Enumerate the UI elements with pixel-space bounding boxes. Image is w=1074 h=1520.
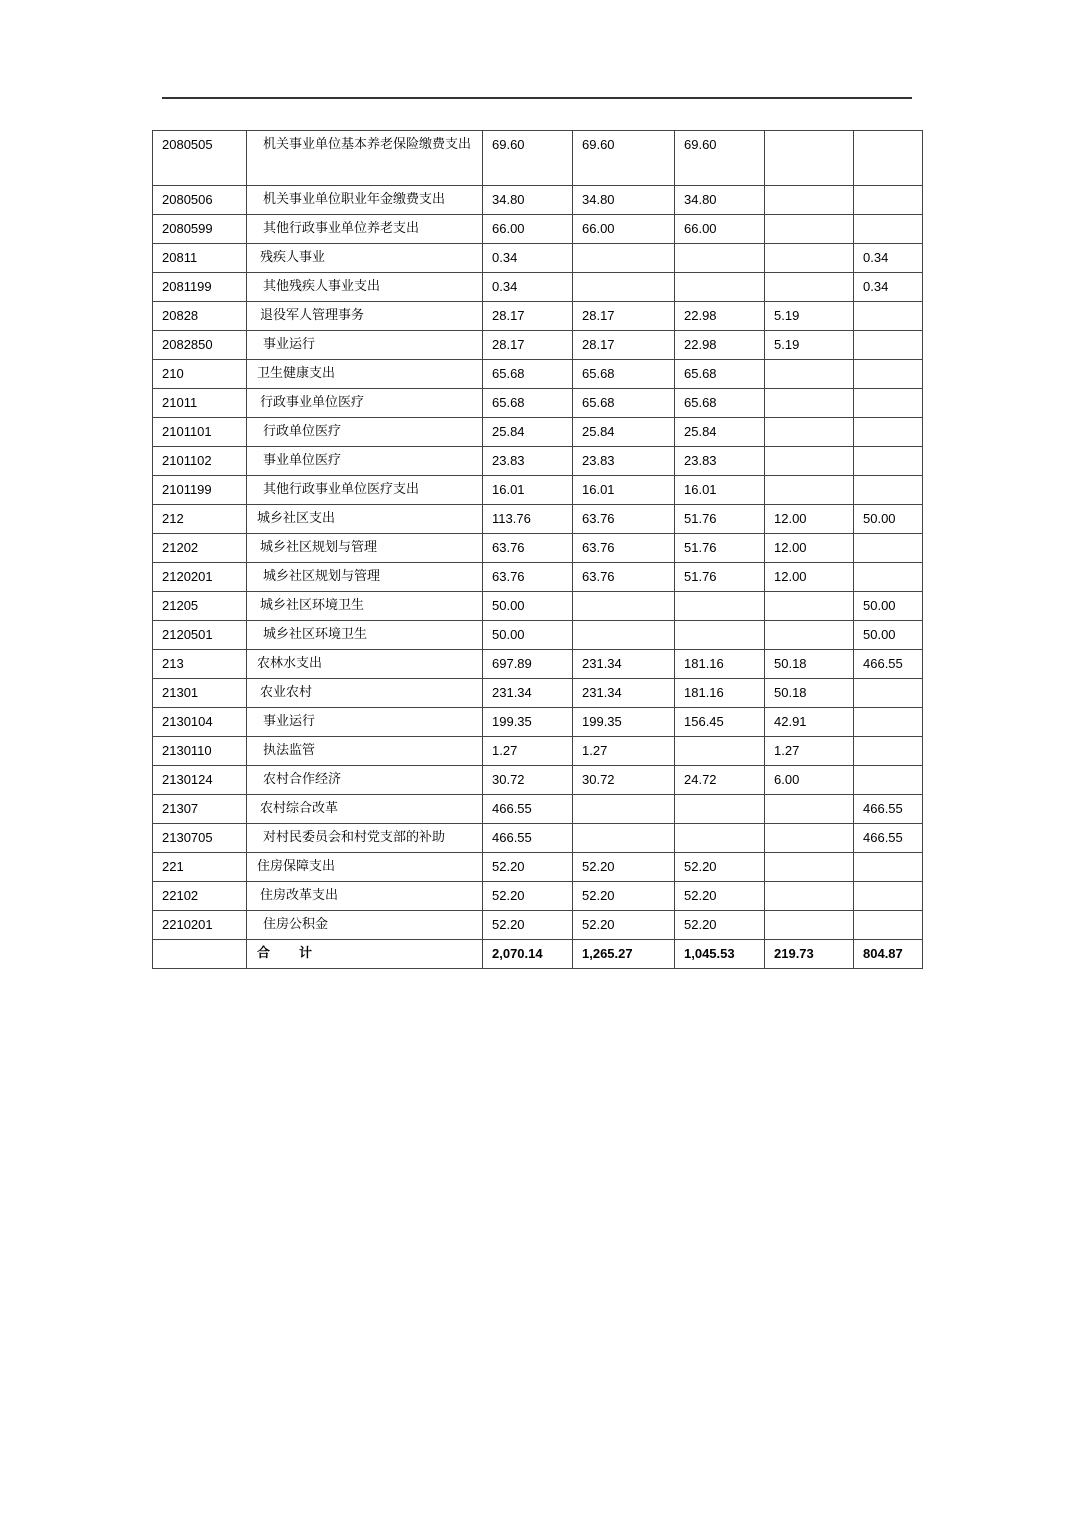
total-amount-cell: 466.55 — [483, 824, 573, 853]
project-expenditure-cell: 50.00 — [854, 621, 923, 650]
basic-expenditure-subtotal-cell: 231.34 — [573, 679, 675, 708]
public-expenditure-cell: 5.19 — [765, 331, 854, 360]
basic-expenditure-subtotal-cell: 1.27 — [573, 737, 675, 766]
personnel-expenditure-cell: 23.83 — [675, 447, 765, 476]
subject-name-cell: 住房保障支出 — [247, 853, 483, 882]
total-amount-cell: 30.72 — [483, 766, 573, 795]
public-expenditure-cell — [765, 882, 854, 911]
public-expenditure-cell — [765, 244, 854, 273]
project-expenditure-cell — [854, 853, 923, 882]
subject-name-cell: 退役军人管理事务 — [247, 302, 483, 331]
table-row — [153, 389, 923, 418]
basic-expenditure-subtotal-cell: 28.17 — [573, 331, 675, 360]
subject-code-cell: 21301 — [153, 679, 247, 708]
subject-code-cell: 2130705 — [153, 824, 247, 853]
project-expenditure-cell: 0.34 — [854, 244, 923, 273]
basic-expenditure-subtotal-cell: 66.00 — [573, 215, 675, 244]
personnel-expenditure-cell — [675, 824, 765, 853]
subject-name-cell: 残疾人事业 — [247, 244, 483, 273]
table-row — [153, 244, 923, 273]
personnel-expenditure-cell: 25.84 — [675, 418, 765, 447]
subject-name-cell: 农业农村 — [247, 679, 483, 708]
project-expenditure-cell: 50.00 — [854, 505, 923, 534]
total-amount-cell: 466.55 — [483, 795, 573, 824]
basic-expenditure-subtotal-cell — [573, 592, 675, 621]
subject-name-cell: 农林水支出 — [247, 650, 483, 679]
subject-code-cell: 2130110 — [153, 737, 247, 766]
table-row — [153, 853, 923, 882]
public-expenditure-cell: 12.00 — [765, 534, 854, 563]
subject-name-cell: 农村综合改革 — [247, 795, 483, 824]
personnel-expenditure-cell — [675, 244, 765, 273]
project-expenditure-cell — [854, 708, 923, 737]
table-row — [153, 650, 923, 679]
public-expenditure-cell — [765, 476, 854, 505]
total-amount-cell: 52.20 — [483, 882, 573, 911]
table-row — [153, 418, 923, 447]
table-row — [153, 824, 923, 853]
subject-code-cell: 2080599 — [153, 215, 247, 244]
subject-name-cell: 农村合作经济 — [247, 766, 483, 795]
subject-name-cell: 执法监管 — [247, 737, 483, 766]
project-expenditure-cell — [854, 131, 923, 186]
basic-expenditure-subtotal-cell: 23.83 — [573, 447, 675, 476]
total-amount-cell: 113.76 — [483, 505, 573, 534]
subject-code-cell: 20828 — [153, 302, 247, 331]
basic-expenditure-subtotal-cell: 30.72 — [573, 766, 675, 795]
table-row — [153, 708, 923, 737]
subject-code-cell: 21205 — [153, 592, 247, 621]
subject-name-cell: 行政单位医疗 — [247, 418, 483, 447]
personnel-expenditure-cell: 16.01 — [675, 476, 765, 505]
total-amount-cell: 231.34 — [483, 679, 573, 708]
table-row — [153, 360, 923, 389]
basic-expenditure-subtotal-cell: 231.34 — [573, 650, 675, 679]
project-expenditure-cell — [854, 302, 923, 331]
subject-code-cell: 2082850 — [153, 331, 247, 360]
total-amount-cell: 34.80 — [483, 186, 573, 215]
basic-expenditure-subtotal-cell: 69.60 — [573, 131, 675, 186]
subject-code-cell: 2210201 — [153, 911, 247, 940]
project-expenditure-cell — [854, 360, 923, 389]
personnel-expenditure-cell: 51.76 — [675, 505, 765, 534]
project-expenditure-cell — [854, 766, 923, 795]
project-expenditure-cell: 466.55 — [854, 795, 923, 824]
project-expenditure-cell — [854, 882, 923, 911]
basic-expenditure-subtotal-cell: 52.20 — [573, 882, 675, 911]
personnel-expenditure-cell: 52.20 — [675, 882, 765, 911]
personnel-expenditure-cell — [675, 795, 765, 824]
subject-code-cell: 2101101 — [153, 418, 247, 447]
total-amount-cell: 199.35 — [483, 708, 573, 737]
subject-code-cell: 21307 — [153, 795, 247, 824]
project-expenditure-cell: 50.00 — [854, 592, 923, 621]
subject-name-cell: 城乡社区规划与管理 — [247, 563, 483, 592]
subject-code-cell: 2120501 — [153, 621, 247, 650]
table-row — [153, 766, 923, 795]
public-expenditure-cell — [765, 795, 854, 824]
subject-code-cell: 2101199 — [153, 476, 247, 505]
personnel-expenditure-cell: 24.72 — [675, 766, 765, 795]
public-expenditure-cell: 12.00 — [765, 563, 854, 592]
total-amount-cell: 0.34 — [483, 273, 573, 302]
total-amount-cell: 52.20 — [483, 853, 573, 882]
project-expenditure-cell: 466.55 — [854, 650, 923, 679]
personnel-expenditure-cell: 65.68 — [675, 389, 765, 418]
public-expenditure-cell: 12.00 — [765, 505, 854, 534]
subject-name-cell: 住房改革支出 — [247, 882, 483, 911]
subject-name-cell: 其他残疾人事业支出 — [247, 273, 483, 302]
personnel-expenditure-cell: 51.76 — [675, 534, 765, 563]
total-project-expenditure-cell: 804.87 — [854, 940, 923, 969]
subject-code-cell: 213 — [153, 650, 247, 679]
table-row — [153, 592, 923, 621]
project-expenditure-cell — [854, 389, 923, 418]
subject-code-cell: 210 — [153, 360, 247, 389]
subject-name-cell: 其他行政事业单位医疗支出 — [247, 476, 483, 505]
project-expenditure-cell: 0.34 — [854, 273, 923, 302]
public-expenditure-cell — [765, 186, 854, 215]
table-row — [153, 476, 923, 505]
table-body — [153, 131, 923, 969]
basic-expenditure-subtotal-cell: 52.20 — [573, 911, 675, 940]
subject-name-cell: 事业运行 — [247, 331, 483, 360]
subject-name-cell: 事业运行 — [247, 708, 483, 737]
public-expenditure-cell — [765, 621, 854, 650]
basic-expenditure-subtotal-cell — [573, 621, 675, 650]
total-amount-cell: 63.76 — [483, 534, 573, 563]
subject-code-cell: 20811 — [153, 244, 247, 273]
project-expenditure-cell — [854, 563, 923, 592]
total-amount-cell: 0.34 — [483, 244, 573, 273]
personnel-expenditure-cell: 69.60 — [675, 131, 765, 186]
basic-expenditure-subtotal-cell — [573, 795, 675, 824]
personnel-expenditure-cell — [675, 737, 765, 766]
personnel-expenditure-cell: 66.00 — [675, 215, 765, 244]
public-expenditure-cell: 1.27 — [765, 737, 854, 766]
total-amount-cell: 50.00 — [483, 621, 573, 650]
project-expenditure-cell — [854, 737, 923, 766]
subject-code-cell: 2080506 — [153, 186, 247, 215]
table-row — [153, 273, 923, 302]
table-row — [153, 795, 923, 824]
table-row — [153, 186, 923, 215]
public-expenditure-cell — [765, 360, 854, 389]
table-row — [153, 215, 923, 244]
public-expenditure-cell — [765, 131, 854, 186]
project-expenditure-cell: 466.55 — [854, 824, 923, 853]
subject-name-cell: 其他行政事业单位养老支出 — [247, 215, 483, 244]
total-personnel-expenditure-cell: 1,045.53 — [675, 940, 765, 969]
basic-expenditure-subtotal-cell — [573, 824, 675, 853]
total-subject-name-cell: 合 计 — [247, 940, 483, 969]
personnel-expenditure-cell: 65.68 — [675, 360, 765, 389]
basic-expenditure-subtotal-cell: 16.01 — [573, 476, 675, 505]
basic-expenditure-subtotal-cell: 63.76 — [573, 534, 675, 563]
subject-code-cell: 2130124 — [153, 766, 247, 795]
personnel-expenditure-cell — [675, 273, 765, 302]
public-expenditure-cell — [765, 447, 854, 476]
subject-name-cell: 机关事业单位职业年金缴费支出 — [247, 186, 483, 215]
public-expenditure-cell: 6.00 — [765, 766, 854, 795]
total-amount-cell: 1.27 — [483, 737, 573, 766]
public-expenditure-cell: 50.18 — [765, 679, 854, 708]
table-row — [153, 621, 923, 650]
subject-code-cell: 2130104 — [153, 708, 247, 737]
budget-table — [152, 130, 923, 969]
project-expenditure-cell — [854, 215, 923, 244]
project-expenditure-cell — [854, 679, 923, 708]
total-amount-cell: 52.20 — [483, 911, 573, 940]
project-expenditure-cell — [854, 331, 923, 360]
total-amount-cell: 28.17 — [483, 331, 573, 360]
personnel-expenditure-cell: 34.80 — [675, 186, 765, 215]
subject-name-cell: 城乡社区环境卫生 — [247, 592, 483, 621]
project-expenditure-cell — [854, 418, 923, 447]
total-amount-cell: 50.00 — [483, 592, 573, 621]
total-row — [153, 940, 923, 969]
total-amount-cell: 28.17 — [483, 302, 573, 331]
personnel-expenditure-cell: 22.98 — [675, 302, 765, 331]
personnel-expenditure-cell: 52.20 — [675, 853, 765, 882]
project-expenditure-cell — [854, 447, 923, 476]
table-row — [153, 679, 923, 708]
basic-expenditure-subtotal-cell: 63.76 — [573, 505, 675, 534]
total-amount-cell: 65.68 — [483, 360, 573, 389]
public-expenditure-cell: 42.91 — [765, 708, 854, 737]
subject-name-cell: 城乡社区环境卫生 — [247, 621, 483, 650]
subject-name-cell: 行政事业单位医疗 — [247, 389, 483, 418]
public-expenditure-cell — [765, 824, 854, 853]
public-expenditure-cell — [765, 273, 854, 302]
total-amount-cell: 65.68 — [483, 389, 573, 418]
personnel-expenditure-cell: 52.20 — [675, 911, 765, 940]
total-public-expenditure-cell: 219.73 — [765, 940, 854, 969]
subject-code-cell: 2081199 — [153, 273, 247, 302]
public-expenditure-cell — [765, 592, 854, 621]
personnel-expenditure-cell — [675, 621, 765, 650]
table-row — [153, 331, 923, 360]
public-expenditure-cell — [765, 853, 854, 882]
header-rule — [162, 97, 912, 99]
table-row — [153, 737, 923, 766]
project-expenditure-cell — [854, 186, 923, 215]
subject-name-cell: 城乡社区支出 — [247, 505, 483, 534]
total-basic-expenditure-subtotal-cell: 1,265.27 — [573, 940, 675, 969]
basic-expenditure-subtotal-cell — [573, 244, 675, 273]
personnel-expenditure-cell: 22.98 — [675, 331, 765, 360]
total-amount-cell: 69.60 — [483, 131, 573, 186]
total-amount-cell: 25.84 — [483, 418, 573, 447]
total-subject-code-cell — [153, 940, 247, 969]
personnel-expenditure-cell — [675, 592, 765, 621]
subject-code-cell: 21011 — [153, 389, 247, 418]
table-row — [153, 505, 923, 534]
public-expenditure-cell — [765, 418, 854, 447]
personnel-expenditure-cell: 181.16 — [675, 679, 765, 708]
project-expenditure-cell — [854, 534, 923, 563]
subject-name-cell: 机关事业单位基本养老保险缴费支出 — [247, 131, 483, 186]
subject-name-cell: 对村民委员会和村党支部的补助 — [247, 824, 483, 853]
table-row — [153, 534, 923, 563]
subject-code-cell: 22102 — [153, 882, 247, 911]
project-expenditure-cell — [854, 476, 923, 505]
subject-name-cell: 城乡社区规划与管理 — [247, 534, 483, 563]
basic-expenditure-subtotal-cell: 28.17 — [573, 302, 675, 331]
total-amount-cell: 23.83 — [483, 447, 573, 476]
total-amount-cell: 16.01 — [483, 476, 573, 505]
table-row — [153, 131, 923, 186]
public-expenditure-cell — [765, 215, 854, 244]
public-expenditure-cell — [765, 389, 854, 418]
subject-code-cell: 221 — [153, 853, 247, 882]
basic-expenditure-subtotal-cell: 63.76 — [573, 563, 675, 592]
basic-expenditure-subtotal-cell: 52.20 — [573, 853, 675, 882]
basic-expenditure-subtotal-cell — [573, 273, 675, 302]
public-expenditure-cell: 5.19 — [765, 302, 854, 331]
public-expenditure-cell — [765, 911, 854, 940]
subject-code-cell: 212 — [153, 505, 247, 534]
table-row — [153, 911, 923, 940]
personnel-expenditure-cell: 51.76 — [675, 563, 765, 592]
total-amount-cell: 63.76 — [483, 563, 573, 592]
table-row — [153, 302, 923, 331]
table-row — [153, 447, 923, 476]
subject-code-cell: 2120201 — [153, 563, 247, 592]
table-row — [153, 563, 923, 592]
table-row — [153, 882, 923, 911]
basic-expenditure-subtotal-cell: 34.80 — [573, 186, 675, 215]
subject-code-cell: 2101102 — [153, 447, 247, 476]
basic-expenditure-subtotal-cell: 199.35 — [573, 708, 675, 737]
total-total-amount-cell: 2,070.14 — [483, 940, 573, 969]
total-amount-cell: 66.00 — [483, 215, 573, 244]
subject-name-cell: 住房公积金 — [247, 911, 483, 940]
public-expenditure-cell: 50.18 — [765, 650, 854, 679]
project-expenditure-cell — [854, 911, 923, 940]
personnel-expenditure-cell: 156.45 — [675, 708, 765, 737]
subject-name-cell: 事业单位医疗 — [247, 447, 483, 476]
subject-name-cell: 卫生健康支出 — [247, 360, 483, 389]
basic-expenditure-subtotal-cell: 25.84 — [573, 418, 675, 447]
basic-expenditure-subtotal-cell: 65.68 — [573, 360, 675, 389]
basic-expenditure-subtotal-cell: 65.68 — [573, 389, 675, 418]
subject-code-cell: 2080505 — [153, 131, 247, 186]
total-amount-cell: 697.89 — [483, 650, 573, 679]
personnel-expenditure-cell: 181.16 — [675, 650, 765, 679]
subject-code-cell: 21202 — [153, 534, 247, 563]
